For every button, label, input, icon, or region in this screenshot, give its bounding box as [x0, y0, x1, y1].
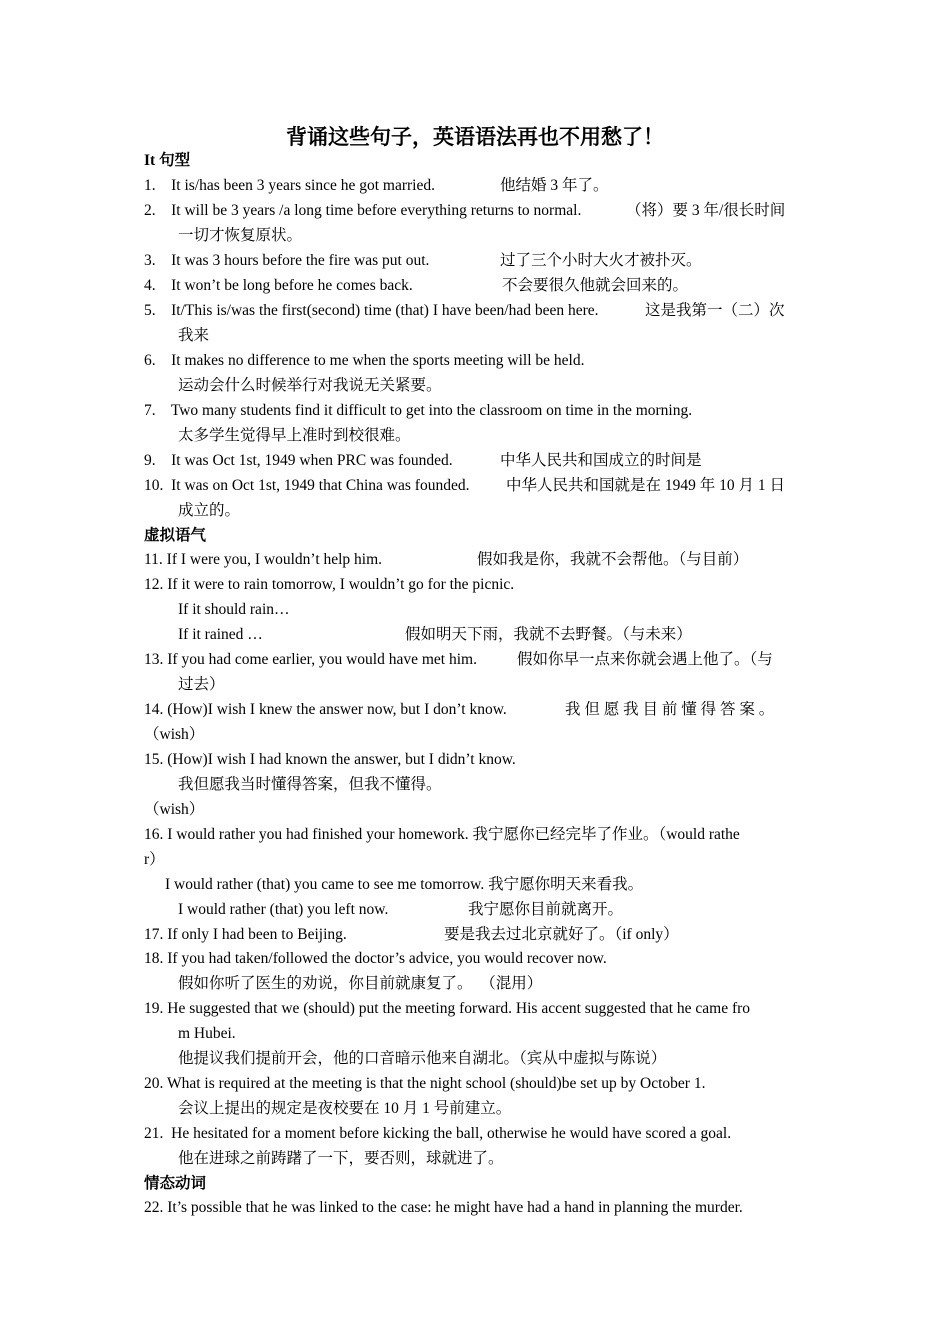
sentence-18-translation: 假如你听了医生的劝说，你目前就康复了。 （混用） [178, 975, 543, 992]
sentence-16-example-2: I would rather (that) you came to see me tomorrow. 我宁愿你明天来看我。 [165, 876, 644, 893]
sentence-13: 13. If you had come earlier, you would have met him. [144, 651, 477, 668]
sentence-10-translation: 中华人民共和国就是在 1949 年 10 月 1 日 [506, 477, 786, 494]
sentence-2-translation-cont: 一切才恢复原状。 [178, 227, 303, 244]
sentence-10: 10. It was on Oct 1st, 1949 that China was founded. [144, 477, 470, 494]
sentence-19: 19. He suggested that we (should) put the meeting forward. His accent suggested that he came fro [144, 1000, 751, 1017]
sentence-10-translation-cont: 成立的。 [178, 502, 241, 519]
sentence-19-cont: m Hubei. [178, 1025, 236, 1042]
sentence-15: 15. (How)I wish I had known the answer, but I didn’t know. [144, 751, 516, 768]
sentence-2: 2. It will be 3 years /a long time before everything returns to normal. [144, 202, 582, 219]
page-title: 背诵这些句子，英语语法再也不用愁了！ [286, 125, 664, 149]
sentence-4-translation: 不会要很久他就会回来的。 [502, 277, 689, 294]
section-heading-modal-verbs: 情态动词 [144, 1175, 207, 1192]
sentence-22: 22. It’s possible that he was linked to the case: he might have had a hand in planning the murder. [144, 1199, 743, 1216]
sentence-12: 12. If it were to rain tomorrow, I wouldn’t go for the picnic. [144, 576, 515, 593]
sentence-16-example-3-translation: 我宁愿你目前就离开。 [468, 901, 624, 918]
sentence-21-translation: 他在进球之前踌躇了一下，要否则，球就进了。 [178, 1150, 504, 1167]
sentence-12-translation: 假如明天下雨，我就不去野餐。（与未来） [405, 626, 692, 643]
sentence-12-variant-2: If it rained … [178, 626, 263, 643]
sentence-16-example-3: I would rather (that) you left now. [178, 901, 389, 918]
sentence-6: 6. It makes no difference to me when the sports meeting will be held. [144, 352, 585, 369]
sentence-11: 11. If I were you, I wouldn’t help him. [144, 551, 383, 568]
sentence-9: 9. It was Oct 1st, 1949 when PRC was founded. [144, 452, 453, 469]
sentence-12-variant-1: If it should rain… [178, 601, 290, 618]
sentence-13-translation-cont: 过去） [178, 676, 225, 693]
sentence-14-note: （wish） [144, 726, 205, 743]
sentence-1-translation: 他结婚 3 年了。 [500, 177, 609, 194]
sentence-1: 1. It is/has been 3 years since he got married. [144, 177, 435, 194]
sentence-15-translation: 我但愿我当时懂得答案，但我不懂得。 [178, 776, 442, 793]
sentence-20: 20. What is required at the meeting is that the night school (should)be set up by October 1. [144, 1075, 706, 1092]
sentence-13-translation: 假如你早一点来你就会遇上他了。（与 [517, 651, 773, 668]
sentence-11-translation: 假如我是你，我就不会帮他。（与目前） [477, 551, 749, 568]
sentence-17-translation: 要是我去过北京就好了。（if only） [444, 926, 679, 943]
sentence-9-translation: 中华人民共和国成立的时间是 [500, 452, 702, 469]
sentence-5-translation-cont: 我来 [178, 327, 210, 344]
sentence-3-translation: 过了三个小时大火才被扑灭。 [500, 252, 702, 269]
sentence-18: 18. If you had taken/followed the doctor’s advice, you would recover now. [144, 950, 607, 967]
sentence-17: 17. If only I had been to Beijing. [144, 926, 347, 943]
sentence-7: 7. Two many students find it difficult to get into the classroom on time in the morning. [144, 402, 693, 419]
sentence-16-note-cont: r） [144, 851, 165, 868]
sentence-4: 4. It won’t be long before he comes back. [144, 277, 413, 294]
sentence-16: 16. I would rather you had finished your homework. 我宁愿你已经完毕了作业。（would rathe [144, 826, 740, 843]
sentence-3: 3. It was 3 hours before the fire was put out. [144, 252, 430, 269]
sentence-5-translation: 这是我第一（二）次 [645, 302, 785, 319]
section-heading-subjunctive: 虚拟语气 [144, 527, 207, 544]
sentence-6-translation: 运动会什么时候举行对我说无关紧要。 [178, 377, 442, 394]
sentence-14: 14. (How)I wish I knew the answer now, but I don’t know. [144, 701, 507, 718]
sentence-7-translation: 太多学生觉得早上准时到校很难。 [178, 427, 411, 444]
section-heading-it-pattern: It 句型 [144, 152, 191, 169]
sentence-14-translation: 我 但 愿 我 目 前 懂 得 答 案 。 [565, 701, 775, 718]
sentence-15-note: （wish） [144, 801, 205, 818]
sentence-5: 5. It/This is/was the first(second) time (that) I have been/had been here. [144, 302, 599, 319]
sentence-2-translation: （将）要 3 年/很长时间 [626, 202, 786, 219]
sentence-19-translation: 他提议我们提前开会，他的口音暗示他来自湖北。（宾从中虚拟与陈说） [178, 1050, 667, 1067]
sentence-20-translation: 会议上提出的规定是夜校要在 10 月 1 号前建立。 [178, 1100, 512, 1117]
sentence-21: 21. He hesitated for a moment before kicking the ball, otherwise he would have scored a goal. [144, 1125, 732, 1142]
